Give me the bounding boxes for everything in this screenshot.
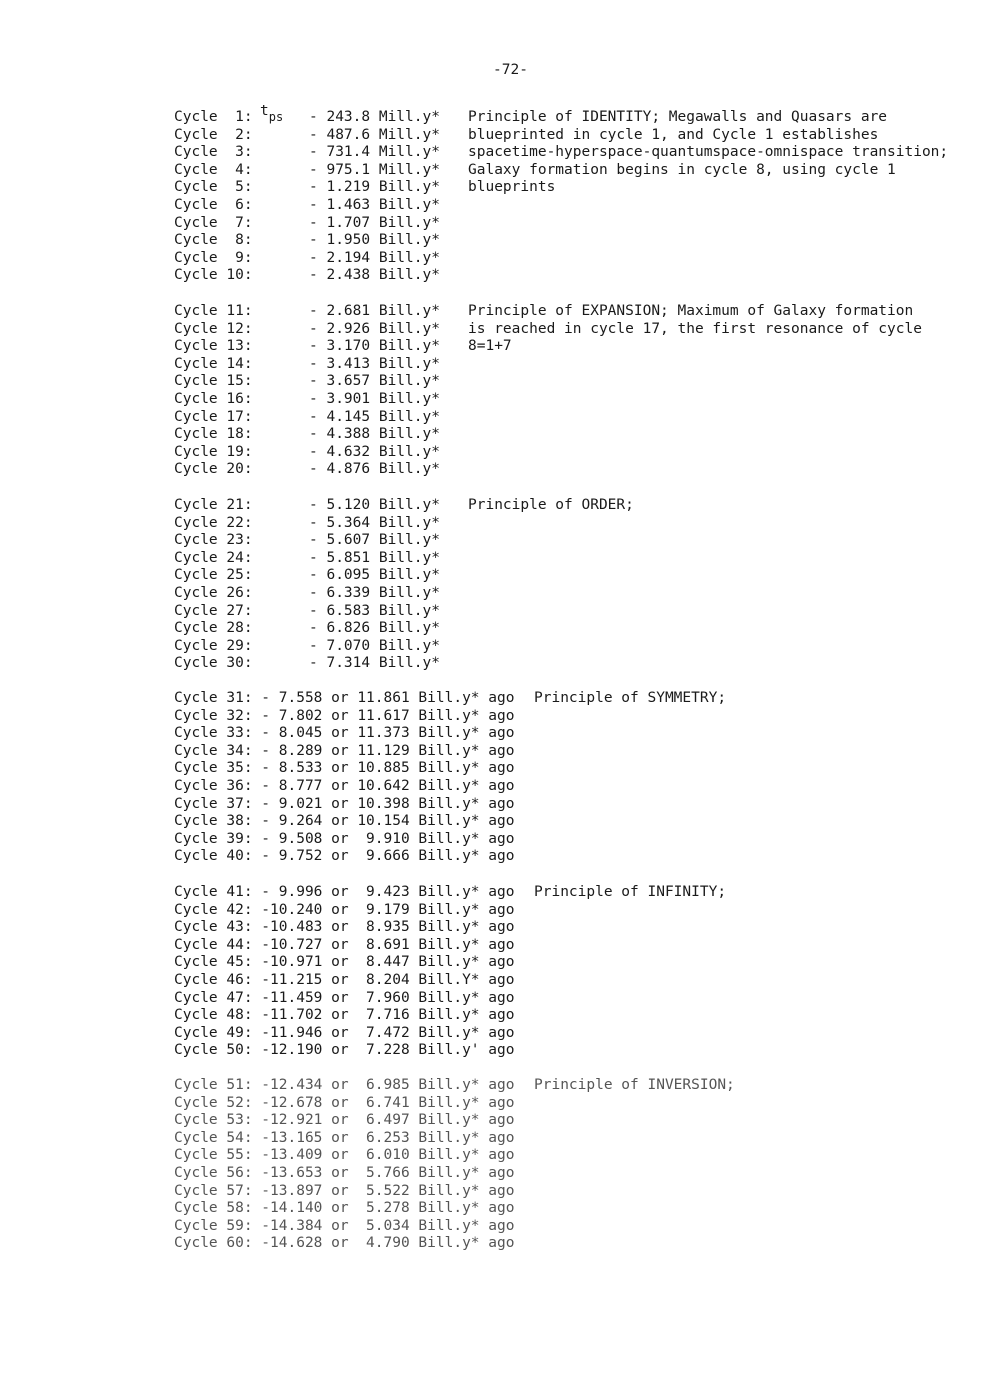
cycle-label: Cycle 14: xyxy=(174,355,253,372)
cycle-value: - 731.4 Mill.y* xyxy=(309,144,440,161)
description-line: Principle of ORDER; xyxy=(468,497,634,513)
cycle-label: Cycle 8: xyxy=(174,232,253,249)
cycle-value: - 2.438 Bill.y* xyxy=(309,267,440,284)
cycle-value: - 3.901 Bill.y* xyxy=(309,390,440,407)
cycle-row: Cycle 44: -10.727 or 8.691 Bill.y* ago xyxy=(174,936,515,953)
cycle-value: - 2.926 Bill.y* xyxy=(309,320,440,337)
cycle-row: Cycle 35: - 8.533 or 10.885 Bill.y* ago xyxy=(174,760,515,777)
cycle-label: Cycle 3: xyxy=(174,144,253,161)
cycle-value: - 487.6 Mill.y* xyxy=(309,126,440,143)
cycle-value: - 4.388 Bill.y* xyxy=(309,426,440,443)
cycle-label: Cycle 7: xyxy=(174,214,253,231)
cycle-row: Cycle 45: -10.971 or 8.447 Bill.y* ago xyxy=(174,954,515,971)
cycle-row: Cycle 56: -13.653 or 5.766 Bill.y* ago xyxy=(174,1164,515,1181)
cycle-row: Cycle 33: - 8.045 or 11.373 Bill.y* ago xyxy=(174,725,515,742)
cycle-value: - 1.219 Bill.y* xyxy=(309,179,440,196)
cycle-value: - 6.826 Bill.y* xyxy=(309,620,440,637)
cycle-group-6 xyxy=(174,1077,735,1253)
cycle-value: - 3.657 Bill.y* xyxy=(309,373,440,390)
cycle-group-4 xyxy=(174,690,727,866)
cycle-label: Cycle 15: xyxy=(174,373,253,390)
description-line: spacetime-hyperspace-quantumspace-omnispace transition; xyxy=(468,144,949,161)
cycle-label: Cycle 4: xyxy=(174,161,253,178)
cycle-row: Cycle 42: -10.240 or 9.179 Bill.y* ago xyxy=(174,901,515,918)
cycle-value: - 4.632 Bill.y* xyxy=(309,443,440,460)
cycle-row: Cycle 48: -11.702 or 7.716 Bill.y* ago xyxy=(174,1007,515,1024)
cycle-row: Cycle 59: -14.384 or 5.034 Bill.y* ago xyxy=(174,1217,515,1234)
cycle-value: - 7.070 Bill.y* xyxy=(309,637,440,654)
cycle-value: - 2.194 Bill.y* xyxy=(309,249,440,266)
cycle-row: Cycle 37: - 9.021 or 10.398 Bill.y* ago xyxy=(174,795,515,812)
cycle-row: Cycle 46: -11.215 or 8.204 Bill.Y* ago xyxy=(174,971,515,988)
cycle-value: - 5.364 Bill.y* xyxy=(309,514,440,531)
cycle-label: Cycle 10: xyxy=(174,267,253,284)
cycle-value: - 7.314 Bill.y* xyxy=(309,655,440,672)
cycle-label: Cycle 22: xyxy=(174,514,253,531)
cycle-value: - 243.8 Mill.y* xyxy=(309,109,440,125)
cycle-label: Cycle 6: xyxy=(174,196,253,213)
cycle-row: Cycle 41: - 9.996 or 9.423 Bill.y* ago xyxy=(174,884,515,900)
cycle-label: Cycle 29: xyxy=(174,637,253,654)
cycle-row: Cycle 49: -11.946 or 7.472 Bill.y* ago xyxy=(174,1024,515,1041)
cycle-value: - 1.463 Bill.y* xyxy=(309,196,440,213)
cycle-value: - 4.145 Bill.y* xyxy=(309,408,440,425)
cycle-label: Cycle 20: xyxy=(174,461,253,478)
cycle-value: - 6.583 Bill.y* xyxy=(309,602,440,619)
description-line: blueprinted in cycle 1, and Cycle 1 establishes xyxy=(468,126,879,143)
cycle-label: Cycle 5: xyxy=(174,179,253,196)
cycle-label: Cycle 9: xyxy=(174,249,253,266)
cycle-label: Cycle 18: xyxy=(174,426,253,443)
cycle-row: Cycle 31: - 7.558 or 11.861 Bill.y* ago xyxy=(174,690,515,706)
cycle-value: - 5.851 Bill.y* xyxy=(309,549,440,566)
cycle-value: - 1.950 Bill.y* xyxy=(309,232,440,249)
cycle-row: Cycle 57: -13.897 or 5.522 Bill.y* ago xyxy=(174,1182,515,1199)
cycle-row: Cycle 50: -12.190 or 7.228 Bill.y' ago xyxy=(174,1042,515,1059)
cycle-label: Cycle 25: xyxy=(174,567,253,584)
cycle-group-5 xyxy=(174,884,727,1060)
tps-label: $t_{ps}$ xyxy=(260,103,284,124)
cycle-label: Cycle 28: xyxy=(174,620,253,637)
cycle-label: Cycle 24: xyxy=(174,549,253,566)
group-2-description xyxy=(468,303,922,356)
cycle-label: Cycle 16: xyxy=(174,390,253,407)
cycle-row: Cycle 58: -14.140 or 5.278 Bill.y* ago xyxy=(174,1200,515,1217)
cycle-label: Cycle 2: xyxy=(174,126,253,143)
cycle-value: - 6.095 Bill.y* xyxy=(309,567,440,584)
page-number: -72- xyxy=(493,62,528,78)
group-1-description xyxy=(468,109,948,197)
description-line: Galaxy formation begins in cycle 8, using cycle 1 xyxy=(468,161,896,178)
cycle-label: Cycle 19: xyxy=(174,443,253,460)
cycle-label: Cycle 27: xyxy=(174,602,253,619)
cycle-label: Cycle 23: xyxy=(174,532,253,549)
cycle-row: Cycle 55: -13.409 or 6.010 Bill.y* ago xyxy=(174,1147,515,1164)
cycle-row: Cycle 40: - 9.752 or 9.666 Bill.y* ago xyxy=(174,848,515,865)
group-6-description: Principle of INVERSION; xyxy=(534,1077,735,1093)
cycle-row: Cycle 47: -11.459 or 7.960 Bill.y* ago xyxy=(174,989,515,1006)
cycle-row: Cycle 39: - 9.508 or 9.910 Bill.y* ago xyxy=(174,830,515,847)
cycle-row: Cycle 43: -10.483 or 8.935 Bill.y* ago xyxy=(174,919,515,936)
cycle-value: - 6.339 Bill.y* xyxy=(309,584,440,601)
cycle-row: Cycle 52: -12.678 or 6.741 Bill.y* ago xyxy=(174,1094,515,1111)
cycle-row: Cycle 54: -13.165 or 6.253 Bill.y* ago xyxy=(174,1129,515,1146)
group-4-description: Principle of SYMMETRY; xyxy=(534,690,727,706)
description-line: blueprints xyxy=(468,179,556,196)
cycle-value: - 4.876 Bill.y* xyxy=(309,461,440,478)
cycle-value: - 3.170 Bill.y* xyxy=(309,338,440,355)
description-line: Principle of IDENTITY; Megawalls and Quasars are xyxy=(468,109,888,125)
cycle-value: - 2.681 Bill.y* xyxy=(309,303,440,319)
cycle-row: Cycle 38: - 9.264 or 10.154 Bill.y* ago xyxy=(174,813,515,830)
group-5-description: Principle of INFINITY; xyxy=(534,884,727,900)
cycle-row: Cycle 53: -12.921 or 6.497 Bill.y* ago xyxy=(174,1112,515,1129)
cycle-value: - 3.413 Bill.y* xyxy=(309,355,440,372)
cycle-row: Cycle 36: - 8.777 or 10.642 Bill.y* ago xyxy=(174,777,515,794)
description-line: 8=1+7 xyxy=(468,338,512,355)
cycle-row: Cycle 32: - 7.802 or 11.617 Bill.y* ago xyxy=(174,707,515,724)
cycle-label: Cycle 17: xyxy=(174,408,253,425)
cycle-value: - 975.1 Mill.y* xyxy=(309,161,440,178)
cycle-label: Cycle 21: xyxy=(174,497,253,513)
cycle-label: Cycle 12: xyxy=(174,320,253,337)
cycle-label: Cycle 11: xyxy=(174,303,253,319)
description-line: Principle of EXPANSION; Maximum of Galaxy formation xyxy=(468,303,914,319)
cycle-value: - 5.120 Bill.y* xyxy=(309,497,440,513)
cycle-label: Cycle 30: xyxy=(174,655,253,672)
cycle-row: Cycle 51: -12.434 or 6.985 Bill.y* ago xyxy=(174,1077,515,1093)
cycle-row: Cycle 34: - 8.289 or 11.129 Bill.y* ago xyxy=(174,742,515,759)
cycle-value: - 5.607 Bill.y* xyxy=(309,532,440,549)
description-line: is reached in cycle 17, the first resonance of cycle xyxy=(468,320,922,337)
cycle-label: Cycle 13: xyxy=(174,338,253,355)
cycle-value: - 1.707 Bill.y* xyxy=(309,214,440,231)
cycle-label: Cycle 26: xyxy=(174,584,253,601)
cycle-label: Cycle 1: xyxy=(174,109,253,125)
cycle-row: Cycle 60: -14.628 or 4.790 Bill.y* ago xyxy=(174,1235,515,1252)
group-3-description xyxy=(468,497,634,515)
